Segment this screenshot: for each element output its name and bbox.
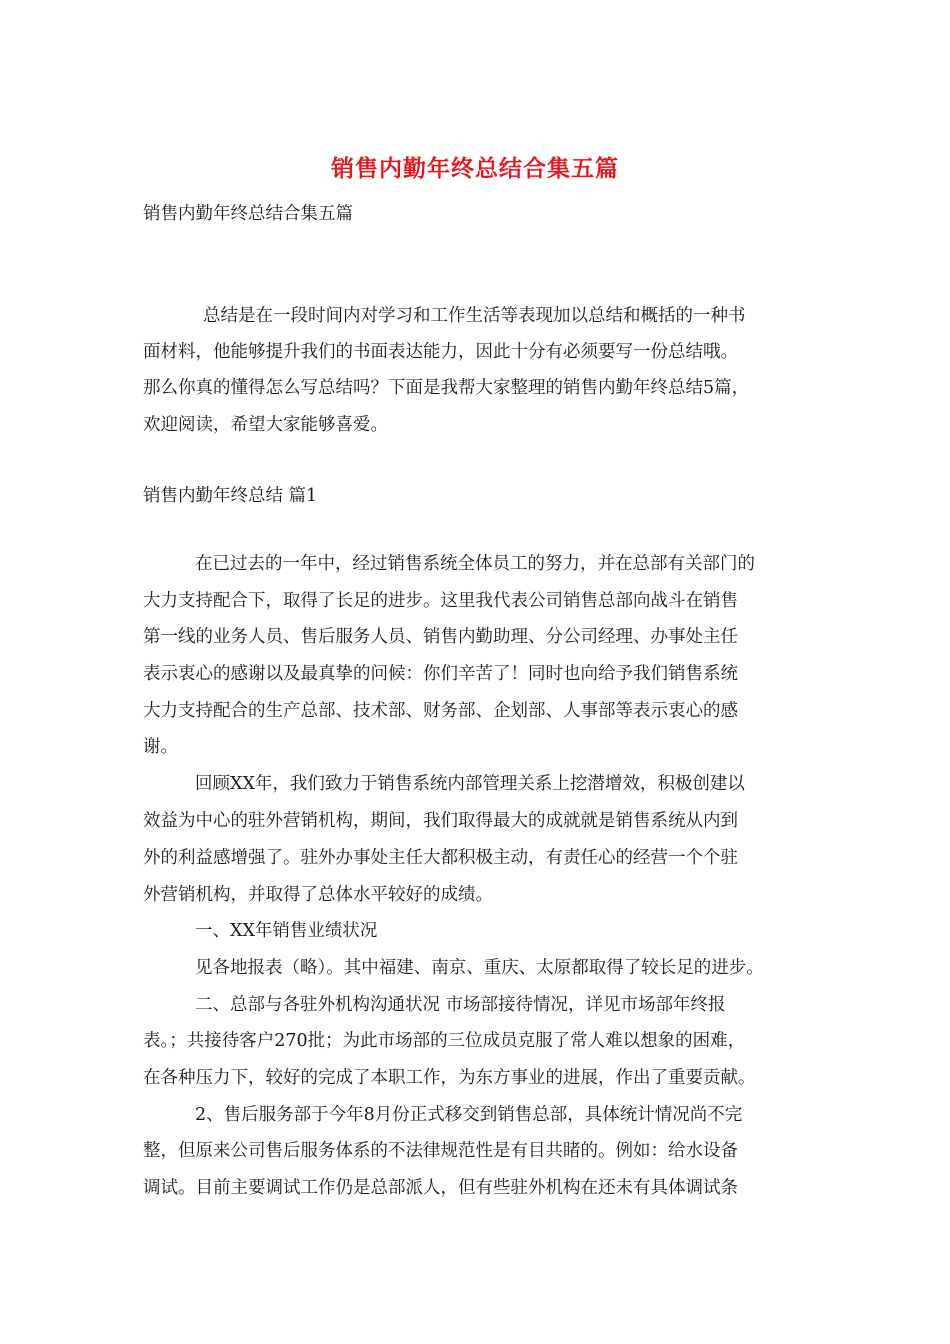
body-line: 外的利益感增强了。驻外办事处主任大都积极主动，有责任心的经营一个个驻 (143, 848, 738, 868)
body-line: 外营销机构，并取得了总体水平较好的成绩。 (143, 885, 493, 905)
body-line: 一、XX年销售业绩状况 (195, 921, 378, 941)
body-line: 调试。目前主要调试工作仍是总部派人，但有些驻外机构在还未有具体调试条 (143, 1178, 738, 1198)
body-line: 效益为中心的驻外营销机构，期间，我们取得最大的成就就是销售系统从内到 (143, 811, 738, 831)
body-line: 表。；共接待客户270批；为此市场部的三位成员克服了常人难以想象的困难， (143, 1031, 746, 1051)
document-subtitle: 销售内勤年终总结合集五篇 (143, 204, 353, 224)
document-title: 销售内勤年终总结合集五篇 (331, 155, 619, 182)
body-line: 回顾XX年，我们致力于销售系统内部管理关系上挖潜增效，积极创建以 (195, 774, 745, 794)
body-line: 整，但原来公司售后服务体系的不法律规范性是有目共睹的。例如：给水设备 (143, 1141, 738, 1161)
body-line: 大力支持配合下，取得了长足的进步。这里我代表公司销售总部向战斗在销售 (143, 591, 738, 611)
body-line: 大力支持配合的生产总部、技术部、财务部、企划部、人事部等表示衷心的感 (143, 701, 738, 721)
intro-line: 那么你真的懂得怎么写总结吗？下面是我帮大家整理的销售内勤年终总结5篇， (143, 378, 750, 398)
intro-line: 总结是在一段时间内对学习和工作生活等表现加以总结和概括的一种书 (203, 306, 746, 326)
body-line: 谢。 (143, 737, 178, 757)
body-line: 2、售后服务部于今年8月份正式移交到销售总部，具体统计情况尚不完 (195, 1105, 743, 1125)
body-line: 表示衷心的感谢以及最真挚的问候：你们辛苦了！同时也向给予我们销售系统 (143, 664, 738, 684)
body-line: 第一线的业务人员、售后服务人员、销售内勤助理、分公司经理、办事处主任 (143, 627, 738, 647)
body-line: 在已过去的一年中，经过销售系统全体员工的努力，并在总部有关部门的 (195, 554, 755, 574)
intro-line: 欢迎阅读，希望大家能够喜爱。 (143, 415, 388, 435)
body-line: 二、总部与各驻外机构沟通状况 市场部接待情况，详见市场部年终报 (195, 995, 726, 1015)
body-line: 在各种压力下，较好的完成了本职工作，为东方事业的进展，作出了重要贡献。 (143, 1068, 756, 1088)
body-line: 见各地报表（略）。其中福建、南京、重庆、太原都取得了较长足的进步。 (195, 958, 764, 978)
intro-line: 面材料，他能够提升我们的书面表达能力，因此十分有必须要写一份总结哦。 (143, 342, 738, 362)
section-heading: 销售内勤年终总结 篇1 (143, 486, 318, 506)
